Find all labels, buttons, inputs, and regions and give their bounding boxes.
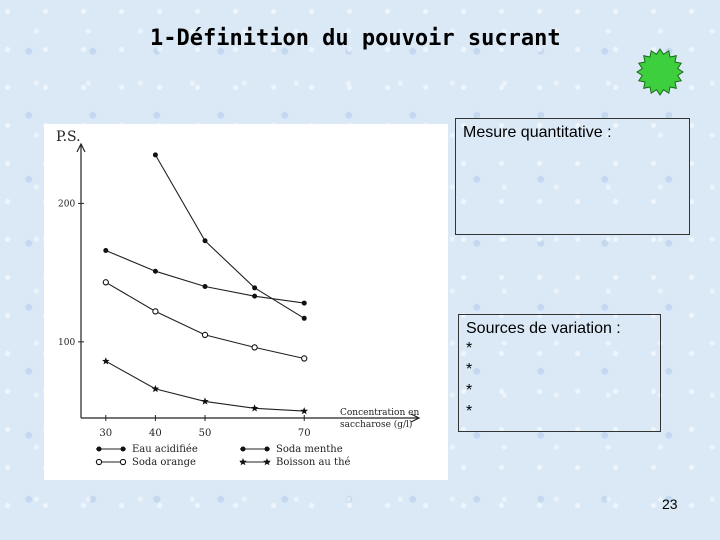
page-number: 23 [662,496,678,512]
measure-heading: Mesure quantitative : [463,124,612,141]
data-point [201,397,209,404]
data-point [103,280,108,285]
data-point [102,357,110,364]
series-line [106,282,304,358]
x-tick-label: 30 [99,428,113,439]
sources-box [458,314,661,432]
y-axis-label: P.S. [56,129,81,145]
legend-marker [121,447,126,452]
x-tick-label: 70 [297,428,311,439]
sweetening-power-chart [44,124,448,480]
legend-marker [97,447,102,452]
data-point [252,294,257,299]
data-point [202,332,207,337]
bullet-item: * [466,340,473,357]
legend-label: Soda menthe [276,444,343,455]
legend-marker [265,447,270,452]
chart-panel [44,124,448,480]
legend-marker [241,447,246,452]
legend-label: Eau acidifiée [132,444,198,455]
data-point [252,345,257,350]
legend-label: Soda orange [132,457,196,468]
data-point [103,248,108,253]
data-point [153,152,158,157]
data-point [300,407,308,414]
data-point [302,301,307,306]
legend-marker [96,459,101,464]
data-point [302,356,307,361]
x-tick-label: 40 [149,428,162,439]
series-line [106,251,304,304]
slide-title: 1-Définition du pouvoir sucrant [150,26,561,51]
bullet-item: * [466,403,473,420]
data-point [252,285,257,290]
x-tick-label: 50 [198,428,212,439]
data-point [153,309,158,314]
sources-bullet-list [466,338,660,422]
sources-heading: Sources de variation : [466,320,621,337]
star-badge-icon [636,48,684,96]
data-point [153,269,158,274]
measure-box [455,118,690,235]
data-point [203,284,208,289]
legend-marker [263,458,271,465]
legend-label: Boisson au thé [276,457,351,468]
bullet-item: * [466,382,473,399]
bullet-item: * [466,361,473,378]
series-line [106,361,304,411]
series-line [155,155,304,318]
y-tick-label: 200 [58,199,76,210]
legend-marker [120,459,125,464]
legend-marker [239,458,247,465]
data-point [302,316,307,321]
y-tick-label: 100 [58,337,76,348]
data-point [203,238,208,243]
data-point [152,385,160,392]
x-axis-label: Concentration en [340,408,420,418]
x-axis-label: saccharose (g/l) [340,420,413,430]
data-point [251,404,259,411]
